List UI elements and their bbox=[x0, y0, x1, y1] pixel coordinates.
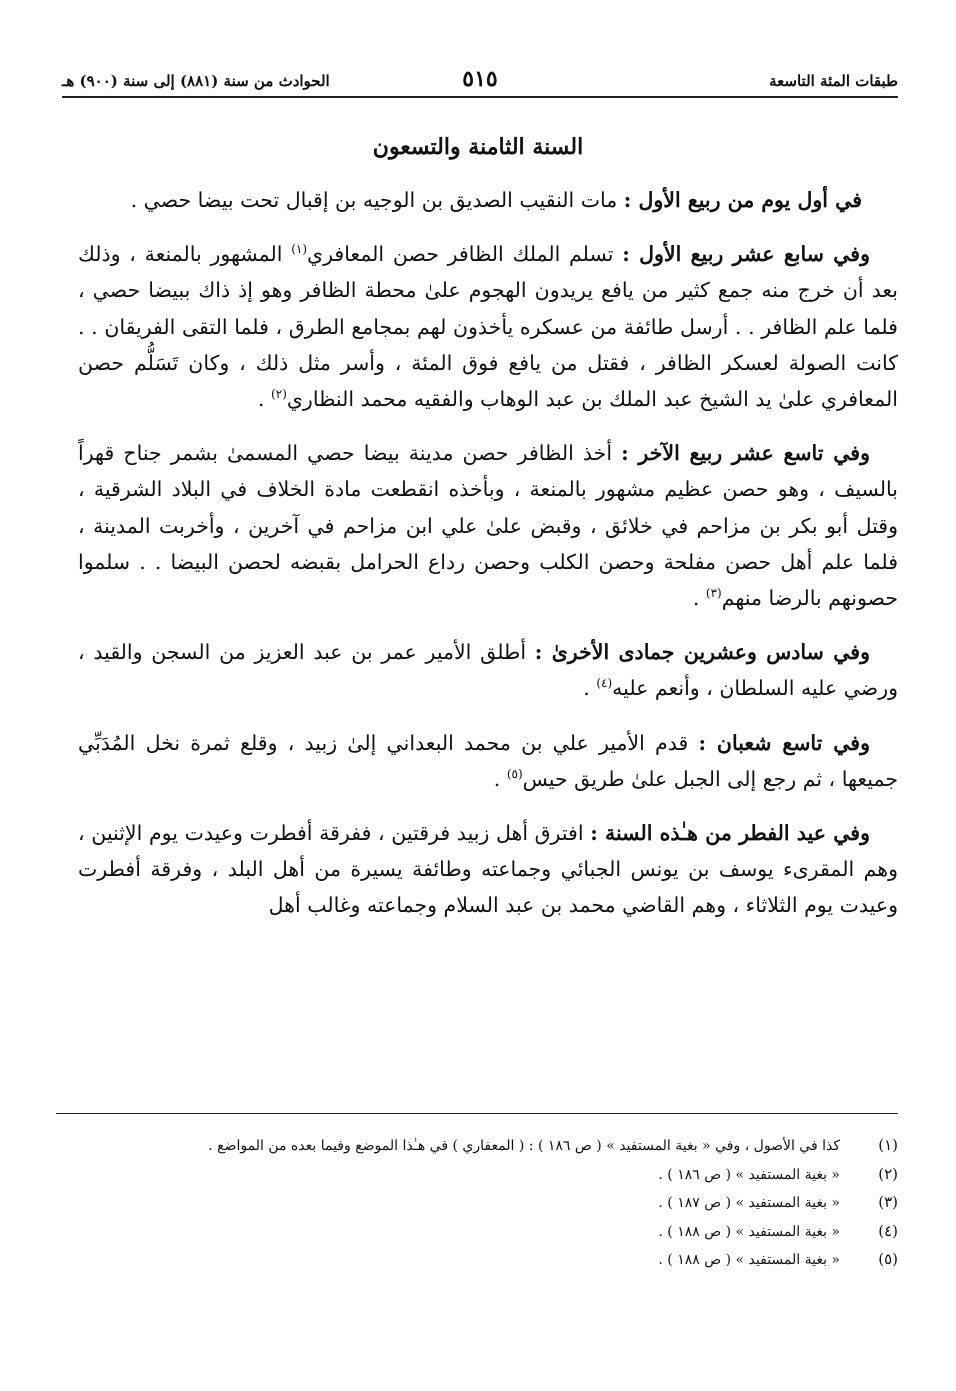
paragraph-lead: وفي تاسع شعبان : bbox=[698, 730, 870, 755]
footnote-number: (٤) bbox=[878, 1221, 898, 1240]
footnote-number: (١) bbox=[878, 1136, 898, 1154]
paragraph-text: مات النقيب الصديق بن الوجيه بن إقبال تحت بيضا حصي . bbox=[130, 188, 624, 212]
footnote bbox=[80, 1218, 898, 1247]
paragraph-text: تسلم الملك الظافر حصن المعافري bbox=[307, 242, 623, 267]
footnote-text: كذا في الأصول ، وفي « بغية المستفيد » ( ص ١٨٦ ) : ( المعفاري ) في هـٰذا الموضع وفيما بعده من المواضع . bbox=[208, 1138, 840, 1154]
paragraph bbox=[78, 634, 898, 706]
footnote-number: (٥) bbox=[878, 1250, 898, 1268]
page-number: ٥١٥ bbox=[462, 66, 498, 92]
paragraph-text: افترق أهل زبيد فرقتين ، ففرقة أفطرت وعيدت يوم الإثنين ، وهم المقرىء يوسف بن يونس الجبائي وجماعته وطائفة يسيرة من أهل البلد ، وفرقة أفطرت وعيدت يوم الثلاثاء ، وهم القاضي محمد بن عبد السلام وجماعته وغالب أهل bbox=[78, 821, 898, 918]
header-chapter-title: الحوادث من سنة (٨٨١) إلى سنة (٩٠٠) هـ bbox=[62, 72, 330, 90]
paragraph bbox=[78, 435, 898, 616]
footnote-text: « بغية المستفيد » ( ص ١٨٧ ) . bbox=[658, 1195, 840, 1211]
footnote-ref: (١) bbox=[291, 242, 308, 257]
paragraph-text: قدم الأمير علي بن محمد البعداني إلىٰ زبيد ، وقلع ثمرة نخل المُدَبِّي جميعها ، ثم رجع إلى الجبل علىٰ طريق حيس bbox=[78, 730, 898, 791]
footnote-number: (٢) bbox=[878, 1164, 898, 1183]
footnote bbox=[80, 1161, 898, 1190]
footnote-text: « بغية المستفيد » ( ص ١٨٨ ) . bbox=[658, 1252, 840, 1268]
paragraph bbox=[78, 182, 898, 218]
section-title: السنة الثامنة والتسعون bbox=[372, 134, 584, 160]
running-header bbox=[62, 58, 898, 98]
paragraph-text: أطلق الأمير عمر بن عبد العزيز من السجن والقيد ، ورضي عليه السلطان ، وأنعم عليه bbox=[78, 640, 898, 701]
paragraph-lead: وفي سابع عشر ربيع الأول : bbox=[622, 242, 871, 267]
header-book-title: طبقات المئة التاسعة bbox=[769, 72, 898, 90]
paragraph bbox=[78, 815, 898, 924]
main-text bbox=[78, 182, 898, 942]
footnote-ref: (٣) bbox=[705, 586, 722, 601]
footnote-divider bbox=[56, 1113, 898, 1114]
footnote bbox=[80, 1189, 898, 1218]
footnote-ref: (٤) bbox=[596, 676, 613, 691]
paragraph-text: المشهور بالمنعة ، وذلك بعد أن خرج منه جمع كثير من يافع يريدون الهجوم علىٰ محطة الظافر وهو إذ ذاك ببيضا حصي ، فلما علم الظافر . . أرسل طائفة من عسكره يأخذون لهم بمجامع الطرق ، فلما التقى الفريقان . . كانت الصولة لعسكر الظافر ، فقتل من يافع فوق المئة ، وأسر مثل ذلك ، وكان تَسَلُّم حصن المعافري علىٰ يد الشيخ عبد الملك بن عبد الوهاب والفقيه محمد النظاري bbox=[78, 242, 898, 412]
paragraph-lead: وفي عيد الفطر من هـٰذه السنة : bbox=[590, 821, 870, 846]
paragraph-lead: وفي تاسع عشر ربيع الآخر : bbox=[621, 441, 870, 466]
footnotes bbox=[80, 1132, 898, 1275]
paragraph bbox=[78, 236, 898, 417]
footnote bbox=[80, 1132, 898, 1161]
paragraph-text: . bbox=[493, 766, 507, 791]
footnote-text: « بغية المستفيد » ( ص ١٨٦ ) . bbox=[658, 1166, 840, 1183]
paragraph-text: أخذ الظافر حصن مدينة بيضا حصي المسمىٰ بشمر جناح قهراً بالسيف ، وهو حصن عظيم مشهور بالمنعة ، وبأخذه انقطعت مادة الخلاف في البلاد الشرقية ، وقتل أبو بكر بن مزاحم في خلائق ، وقبض علىٰ علي ابن مزاحم في آخرين ، وأخربت المدينة ، فلما علم أهل حصن مفلحة وحصن الكلب وحصن رداع الحرامل بقبضه لحصن البيضا . . سلموا حصونهم بالرضا منهم bbox=[78, 441, 898, 611]
paragraph bbox=[78, 725, 898, 797]
footnote-text: « بغية المستفيد » ( ص ١٨٨ ) . bbox=[658, 1223, 840, 1240]
footnote-ref: (٢) bbox=[271, 387, 287, 402]
footnote bbox=[80, 1246, 898, 1275]
footnote-number: (٣) bbox=[878, 1193, 898, 1211]
paragraph-lead: وفي سادس وعشرين جمادى الأخرىٰ : bbox=[534, 640, 870, 665]
footnote-ref: (٥) bbox=[506, 767, 523, 782]
paragraph-text: . bbox=[692, 586, 706, 611]
paragraph-text: . bbox=[258, 387, 272, 412]
paragraph-lead: في أول يوم من ربيع الأول : bbox=[623, 188, 862, 212]
paragraph-text: . bbox=[583, 676, 597, 701]
